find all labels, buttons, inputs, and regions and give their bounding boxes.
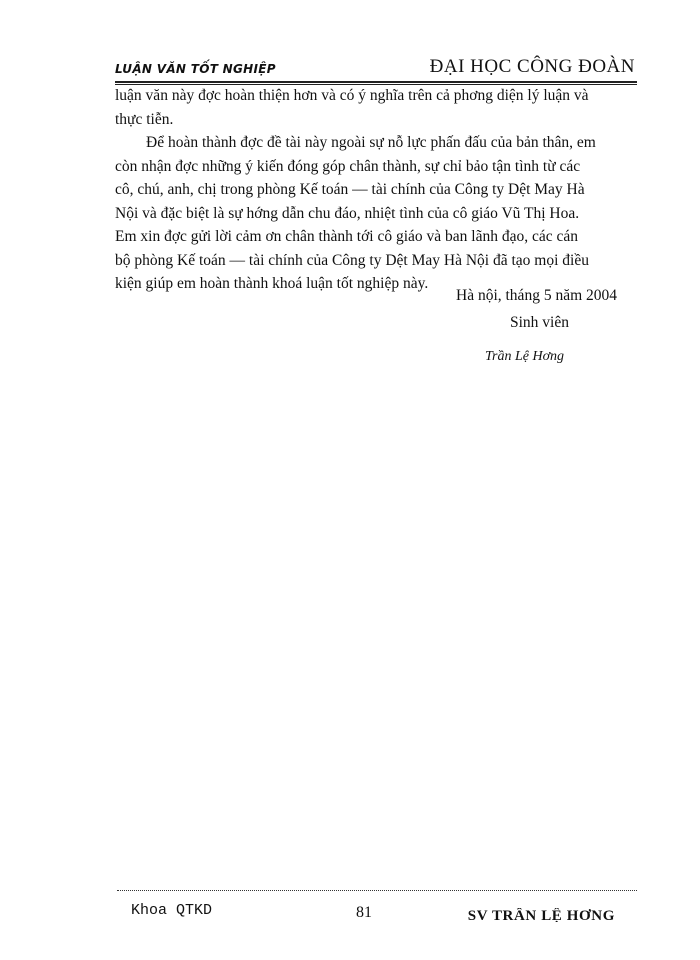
university-name: ĐẠI HỌC CÔNG ĐOÀN bbox=[429, 56, 635, 77]
paragraph-1 bbox=[115, 84, 635, 131]
footer-department: Khoa QTKD bbox=[131, 902, 213, 919]
page-header bbox=[115, 52, 635, 82]
footer-divider bbox=[117, 890, 637, 891]
page-number: 81 bbox=[356, 904, 372, 921]
thesis-title: LUẬN VĂN TỐT NGHIỆP bbox=[115, 62, 276, 76]
signature-name: Trần Lệ Hơng bbox=[485, 349, 565, 364]
page-footer bbox=[117, 896, 637, 936]
text-line: còn nhận đợc những ý kiến đóng góp chân thành, sự chỉ bảo tận tình từ các bbox=[115, 157, 581, 175]
text-line: kiện giúp em hoàn thành khoá luận tốt nghiệp này. bbox=[115, 275, 429, 292]
paragraph-2 bbox=[115, 131, 635, 296]
text-line: Em xin đợc gửi lời cảm ơn chân thành tới cô giáo và ban lãnh đạo, các cán bbox=[115, 228, 578, 245]
signature-date: Hà nội, tháng 5 năm 2004 bbox=[456, 287, 618, 304]
header-divider bbox=[115, 81, 637, 83]
signature-role: Sinh viên bbox=[510, 314, 569, 331]
text-line: thực tiễn. bbox=[115, 110, 174, 128]
text-line: luận văn này đợc hoàn thiện hơn và có ý nghĩa trên cả phơng diện lý luận và bbox=[115, 87, 589, 104]
text-line: Để hoàn thành đợc đề tài này ngoài sự nỗ lực phấn đấu của bản thân, em bbox=[146, 134, 596, 151]
text-line: Nội và đặc biệt là sự hớng dẫn chu đáo, nhiệt tình của cô giáo Vũ Thị Hoa. bbox=[115, 204, 580, 222]
footer-student: SV TRẦN LỆ HƠNG bbox=[467, 908, 615, 922]
text-line: bộ phòng Kế toán — tài chính của Công ty Dệt May Hà Nội đã tạo mọi điều bbox=[115, 251, 589, 269]
body-text bbox=[115, 84, 635, 296]
text-line: cô, chú, anh, chị trong phòng Kế toán — tài chính của Công ty Dệt May Hà bbox=[115, 181, 585, 198]
